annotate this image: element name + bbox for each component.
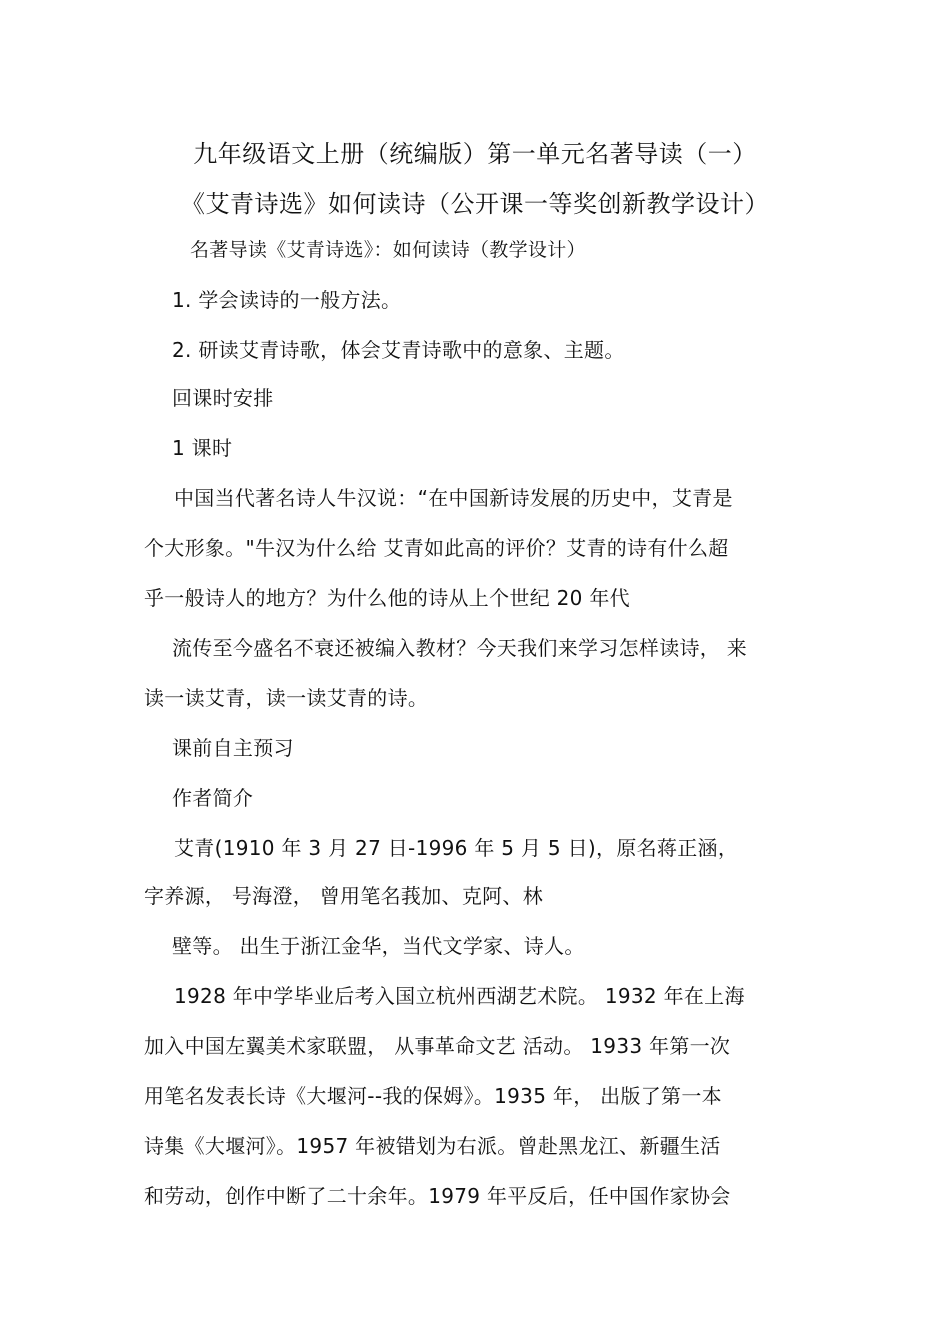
paragraph-line: 和劳动，创作中断了二十余年。1979 年平反后，任中国作家协会: [144, 1184, 731, 1208]
paragraph-line: 中国当代著名诗人牛汉说：“在中国新诗发展的历史中，艾青是: [174, 486, 733, 510]
section-heading-preview: 课前自主预习: [172, 736, 294, 760]
document-title-line-1: 九年级语文上册（统编版）第一单元名著导读（一）: [193, 140, 757, 168]
paragraph-line: 流传至今盛名不衰还被编入教材？今天我们来学习怎样读诗， 来: [172, 636, 748, 660]
document-subtitle: 名著导读《艾青诗选》：如何读诗（教学设计）: [190, 239, 586, 261]
objective-2: 2. 研读艾青诗歌，体会艾青诗歌中的意象、主题。: [172, 338, 625, 362]
section-heading-author: 作者简介: [172, 786, 254, 810]
section-heading-schedule: 回课时安排: [172, 386, 274, 410]
objective-1: 1. 学会读诗的一般方法。: [172, 288, 402, 312]
paragraph-line: 诗集《大堰河》。1957 年被错划为右派。曾赴黑龙江、新疆生活: [144, 1134, 721, 1158]
schedule-value: 1 课时: [172, 436, 233, 460]
paragraph-line: 用笔名发表长诗《大堰河--我的保姆》。1935 年， 出版了第一本: [144, 1084, 722, 1108]
paragraph-line: 字养源， 号海澄， 曾用笔名莪加、克阿、林: [144, 884, 544, 908]
paragraph-line: 个大形象。"牛汉为什么给 艾青如此高的评价？艾青的诗有什么超: [144, 536, 729, 560]
document-title-line-2: 《艾青诗选》如何读诗（公开课一等奖创新教学设计）: [181, 190, 769, 218]
paragraph-line: 加入中国左翼美术家联盟， 从事革命文艺 活动。 1933 年第一次: [144, 1034, 731, 1058]
paragraph-line: 壁等。 出生于浙江金华，当代文学家、诗人。: [172, 934, 585, 958]
paragraph-line: 读一读艾青，读一读艾青的诗。: [144, 686, 429, 710]
paragraph-line: 1928 年中学毕业后考入国立杭州西湖艺术院。 1932 年在上海: [174, 984, 745, 1008]
paragraph-line: 艾青(1910 年 3 月 27 日-1996 年 5 月 5 日)，原名蒋正涵，: [174, 836, 739, 860]
paragraph-line: 乎一般诗人的地方？为什么他的诗从上个世纪 20 年代: [144, 586, 630, 610]
